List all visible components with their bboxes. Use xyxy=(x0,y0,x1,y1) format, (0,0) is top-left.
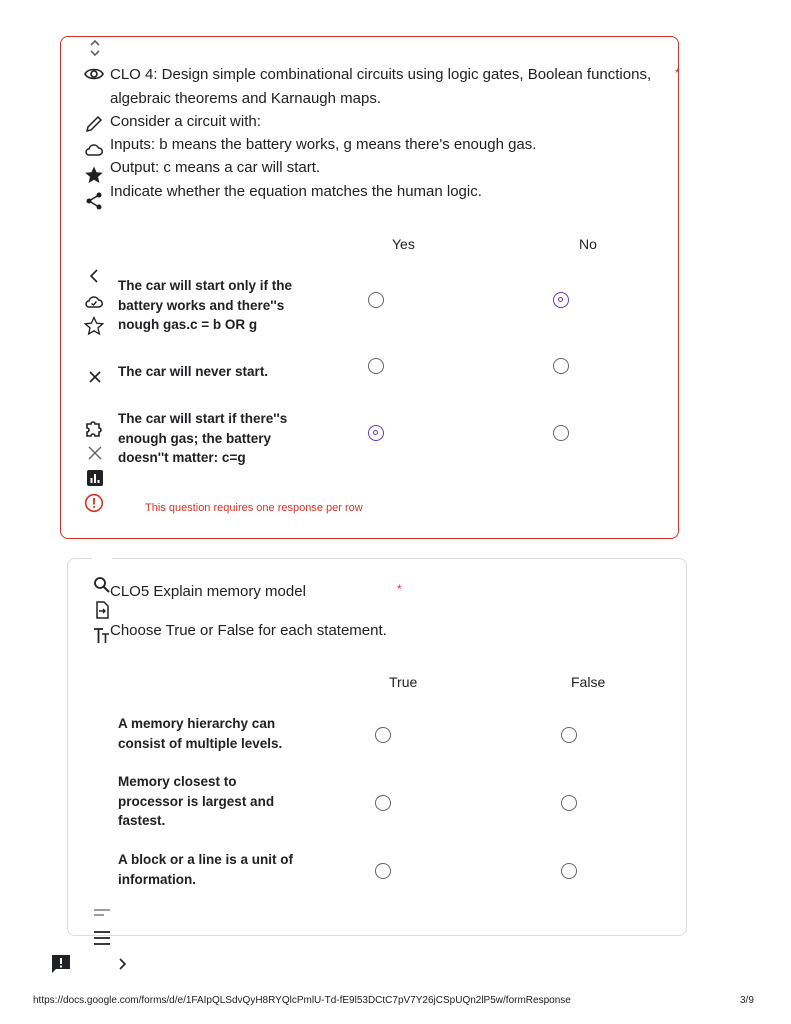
question-title: CLO 4: Design simple combinational circuits using logic gates, Boolean functions, xyxy=(110,66,652,83)
question-desc-line-2: Inputs: b means the battery works, g means there's enough gas. xyxy=(110,136,537,153)
error-icon xyxy=(84,493,104,513)
required-asterisk: * xyxy=(397,582,402,596)
radio-row1-no[interactable] xyxy=(553,292,569,308)
required-asterisk: * xyxy=(675,66,680,80)
radio-row1-yes[interactable] xyxy=(368,292,384,308)
import-icon[interactable] xyxy=(92,600,112,620)
radio-q2-row3-true[interactable] xyxy=(375,863,391,879)
search-icon[interactable] xyxy=(92,575,112,595)
question-description: Choose True or False for each statement. xyxy=(110,622,387,639)
chevron-right-icon[interactable] xyxy=(112,954,132,974)
column-header-true: True xyxy=(389,674,418,690)
share-icon[interactable] xyxy=(84,191,104,211)
radio-row2-no[interactable] xyxy=(553,358,569,374)
feedback-icon[interactable] xyxy=(51,954,71,974)
grid-row-label: Memory closest to processor is largest and fastest. xyxy=(118,774,275,828)
grid-row-label: The car will never start. xyxy=(118,364,269,379)
grid-row-label: A block or a line is a unit of information. xyxy=(118,852,294,887)
radio-row3-yes[interactable] xyxy=(368,425,384,441)
grid-row-label: The car will start only if the battery works and there''s nough gas.c = b OR g xyxy=(118,278,293,332)
column-header-false: False xyxy=(571,674,606,690)
question-title-cont: algebraic theorems and Karnaugh maps. xyxy=(110,90,381,107)
star-outline-icon[interactable] xyxy=(84,316,104,336)
column-header-yes: Yes xyxy=(392,236,415,252)
close-icon-2[interactable] xyxy=(85,443,105,463)
reorder-icon[interactable] xyxy=(85,38,105,58)
chart-icon[interactable] xyxy=(85,468,105,488)
error-message: This question requires one response per row xyxy=(145,502,363,514)
short-text-icon[interactable] xyxy=(92,903,112,923)
grid-row-label: The car will start if there''s enough gas; the battery doesn''t matter: c=g xyxy=(118,411,288,465)
question-desc-line-3: Output: c means a car will start. xyxy=(110,159,321,176)
star-filled-icon[interactable] xyxy=(84,165,104,185)
radio-q2-row2-true[interactable] xyxy=(375,795,391,811)
pencil-icon[interactable] xyxy=(84,114,104,134)
puzzle-icon[interactable] xyxy=(84,418,104,438)
radio-q2-row1-false[interactable] xyxy=(561,727,577,743)
column-header-no: No xyxy=(579,236,597,252)
page-number: 3/9 xyxy=(740,995,754,1006)
question-title: CLO5 Explain memory model xyxy=(110,583,306,600)
radio-row2-yes[interactable] xyxy=(368,358,384,374)
cloud-icon[interactable] xyxy=(84,140,104,160)
eye-icon[interactable] xyxy=(84,64,104,84)
cloud-done-icon[interactable] xyxy=(84,292,104,312)
radio-q2-row2-false[interactable] xyxy=(561,795,577,811)
question-desc-line-1: Consider a circuit with: xyxy=(110,113,261,130)
radio-q2-row1-true[interactable] xyxy=(375,727,391,743)
footer-url: https://docs.google.com/forms/d/e/1FAIpQLSdvQyH8RYQlcPmlU-Td-fE9l53DCtC7pV7Y26jCSpUQn2lP5w/formResponse xyxy=(33,995,571,1006)
chevron-left-icon[interactable] xyxy=(85,266,105,286)
close-icon[interactable] xyxy=(85,367,105,387)
question-desc-line-4: Indicate whether the equation matches the human logic. xyxy=(110,183,482,200)
grid-row-label: A memory hierarchy can consist of multiple levels. xyxy=(118,716,283,751)
text-size-icon[interactable] xyxy=(92,625,112,645)
radio-row3-no[interactable] xyxy=(553,425,569,441)
menu-icon[interactable] xyxy=(92,928,112,948)
radio-q2-row3-false[interactable] xyxy=(561,863,577,879)
